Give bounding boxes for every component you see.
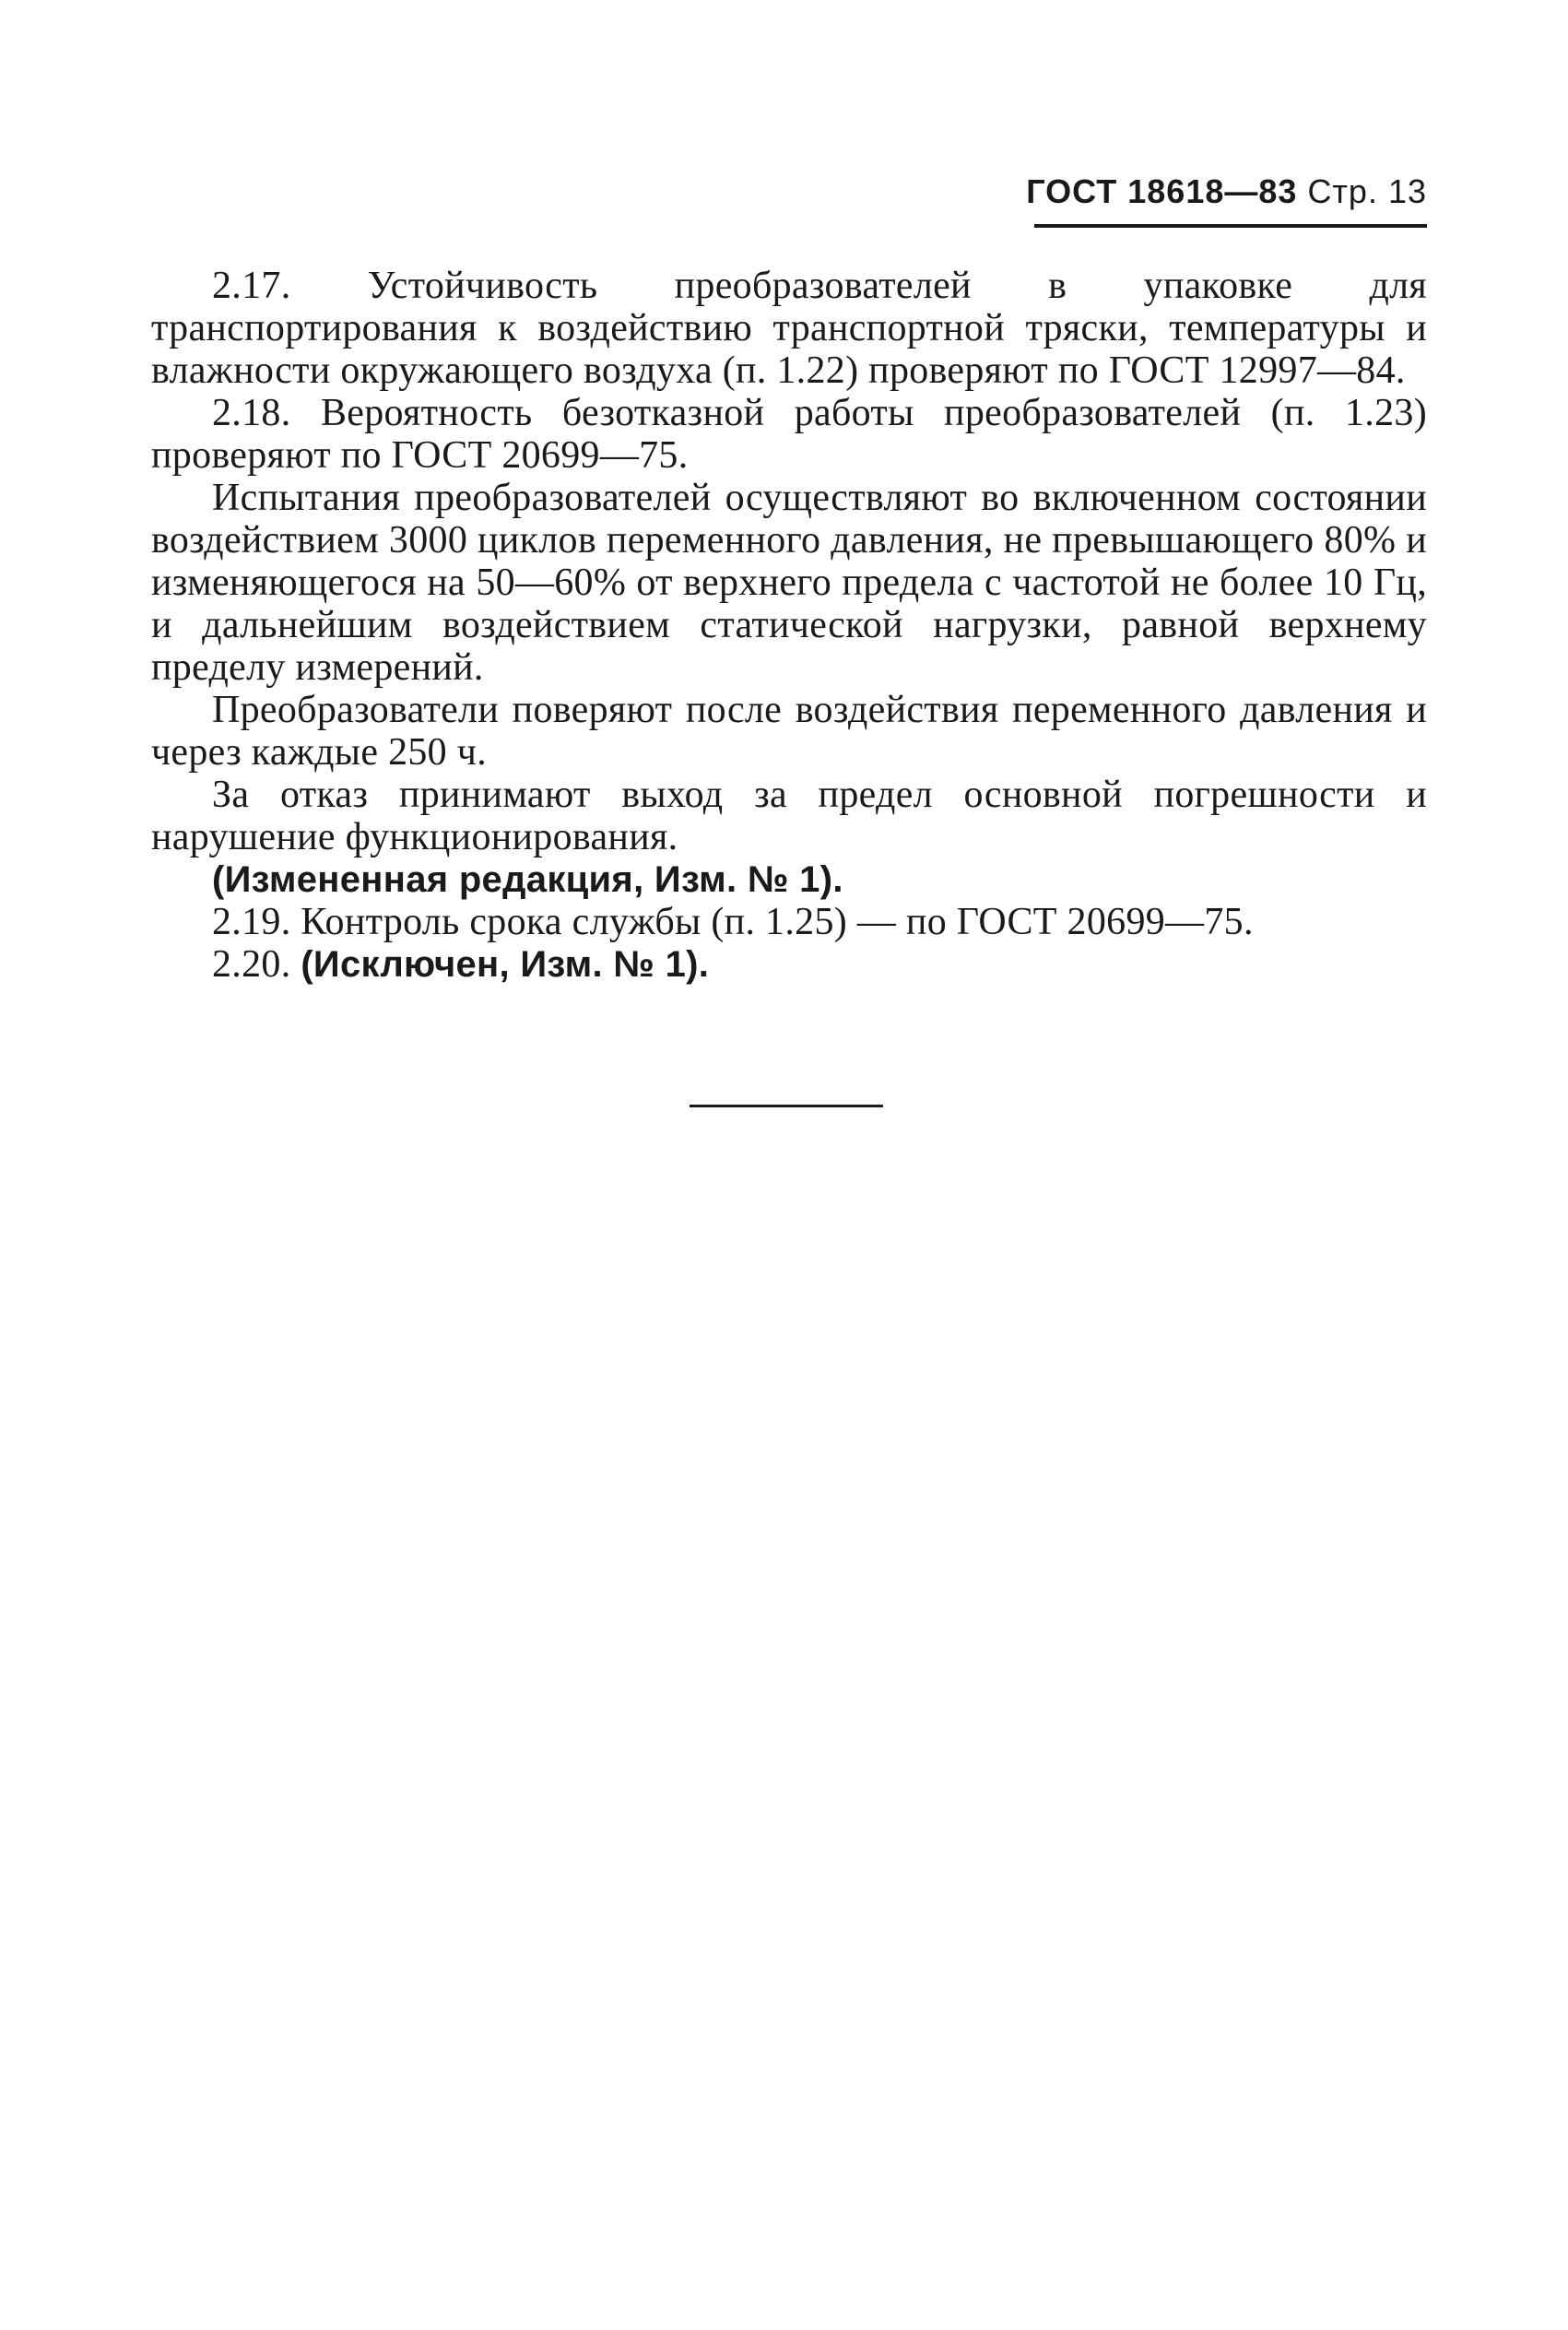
- standard-code: ГОСТ 18618—83: [1026, 172, 1298, 210]
- paragraph-2-20: [151, 943, 1427, 986]
- page-header: [922, 171, 1427, 212]
- paragraph-verification: Преобразователи поверяют после воздействия переменного давления и через каждые 250 ч.: [151, 689, 1427, 774]
- paragraph-tests: Испытания преобразователей осуществляют во включенном состоянии воздействием 3000 циклов переменного давления, не превышающего 80% и изменяющегося на 50—60% от верхнего предела с частотой не более 10 Гц, и дальнейшим воздействием статической нагрузки, равной верхнему пределу измерений.: [151, 477, 1427, 689]
- header-rule: [1034, 224, 1427, 228]
- end-rule: [690, 1105, 883, 1107]
- paragraph-2-17: 2.17. Устойчивость преобразователей в упаковке для транспортирования к воздействию транспортной тряски, температуры и влажности окружающего воздуха (п. 1.22) проверяют по ГОСТ 12997—84.: [151, 265, 1427, 392]
- paragraph-2-18: 2.18. Вероятность безотказной работы преобразователей (п. 1.23) проверяют по ГОСТ 20699—75.: [151, 392, 1427, 477]
- page-number: Стр. 13: [1307, 172, 1427, 210]
- paragraph-2-20-number: 2.20.: [212, 943, 291, 986]
- paragraph-failure: За отказ принимают выход за предел основной погрешности и нарушение функционирования.: [151, 774, 1427, 858]
- amendment-note: (Измененная редакция, Изм. № 1).: [212, 859, 843, 900]
- excluded-note: (Исключен, Изм. № 1).: [301, 944, 710, 985]
- paragraph-2-19: 2.19. Контроль срока службы (п. 1.25) — по ГОСТ 20699—75.: [212, 901, 1254, 943]
- document-body: [151, 265, 1427, 986]
